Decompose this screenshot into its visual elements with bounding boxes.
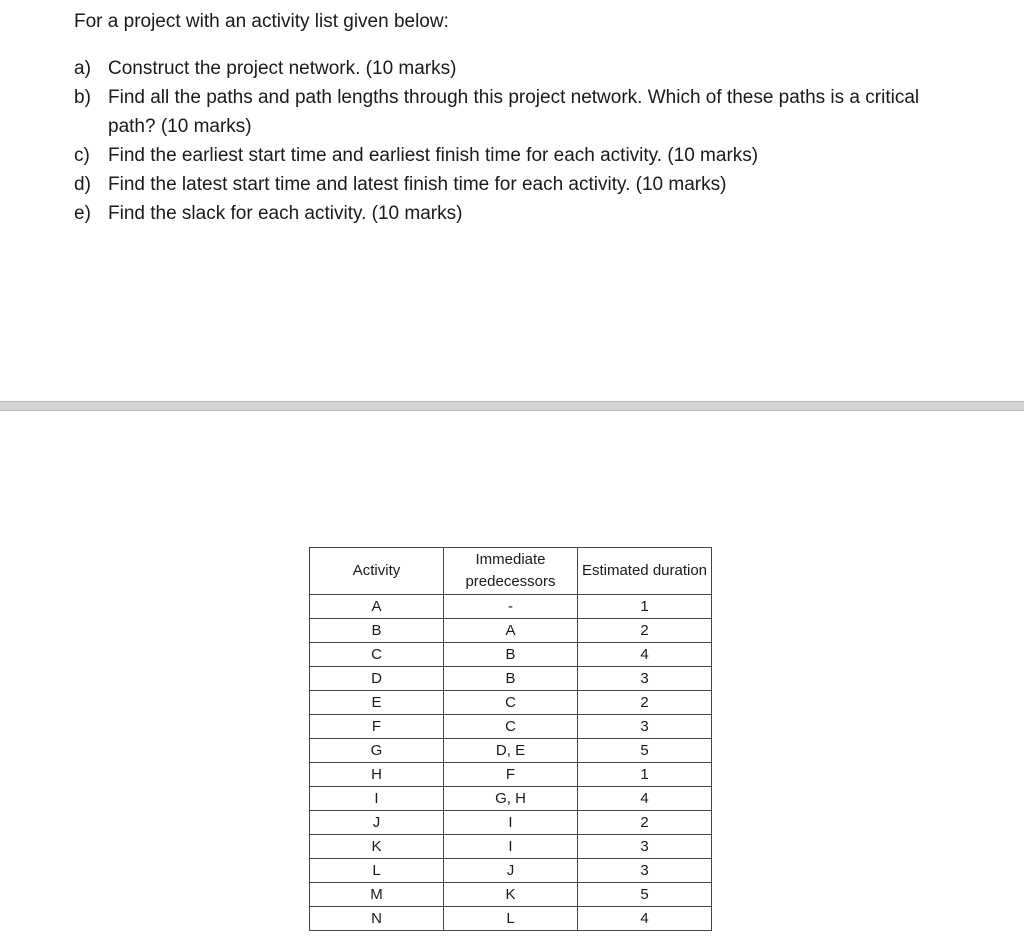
header-duration: Estimated duration	[578, 548, 712, 595]
cell-predecessors: I	[444, 835, 578, 859]
table-row	[310, 691, 712, 715]
question-list	[74, 54, 954, 228]
cell-predecessors: G, H	[444, 787, 578, 811]
cell-predecessors: C	[444, 715, 578, 739]
cell-duration: 3	[578, 859, 712, 883]
table-row	[310, 907, 712, 931]
question-letter: d)	[74, 174, 91, 195]
cell-predecessors: L	[444, 907, 578, 931]
question-text: Find the latest start time and latest finish time for each activity. (10 marks)	[108, 174, 727, 195]
table-header-row	[310, 548, 712, 595]
cell-predecessors: F	[444, 763, 578, 787]
cell-duration: 4	[578, 787, 712, 811]
cell-activity: L	[310, 859, 444, 883]
cell-predecessors: B	[444, 643, 578, 667]
table-body	[310, 595, 712, 931]
cell-duration: 2	[578, 691, 712, 715]
table-row	[310, 595, 712, 619]
cell-predecessors: K	[444, 883, 578, 907]
table-row	[310, 787, 712, 811]
cell-duration: 5	[578, 883, 712, 907]
cell-activity: J	[310, 811, 444, 835]
cell-activity: G	[310, 739, 444, 763]
question-item	[74, 170, 954, 199]
cell-duration: 4	[578, 907, 712, 931]
cell-activity: I	[310, 787, 444, 811]
question-item	[74, 83, 954, 141]
header-activity: Activity	[310, 548, 444, 595]
question-text: Find the slack for each activity. (10 marks)	[108, 203, 463, 224]
cell-duration: 3	[578, 715, 712, 739]
cell-activity: M	[310, 883, 444, 907]
cell-activity: K	[310, 835, 444, 859]
question-text: Find all the paths and path lengths through this project network. Which of these paths is a critical path? (10 marks)	[108, 87, 920, 137]
intro-text: For a project with an activity list given below:	[74, 11, 449, 32]
question-item	[74, 54, 954, 83]
cell-activity: A	[310, 595, 444, 619]
header-predecessors: Immediate predecessors	[444, 548, 578, 595]
question-text: Find the earliest start time and earliest finish time for each activity. (10 marks)	[108, 145, 759, 166]
activity-table	[309, 547, 712, 931]
question-letter: e)	[74, 203, 91, 224]
cell-activity: E	[310, 691, 444, 715]
cell-predecessors: C	[444, 691, 578, 715]
cell-activity: N	[310, 907, 444, 931]
cell-predecessors: I	[444, 811, 578, 835]
table-row	[310, 763, 712, 787]
table-row	[310, 619, 712, 643]
question-letter: a)	[74, 58, 91, 79]
table-row	[310, 715, 712, 739]
cell-duration: 2	[578, 619, 712, 643]
question-item	[74, 199, 954, 228]
cell-predecessors: J	[444, 859, 578, 883]
cell-predecessors: D, E	[444, 739, 578, 763]
question-letter: c)	[74, 145, 90, 166]
cell-duration: 5	[578, 739, 712, 763]
cell-duration: 3	[578, 835, 712, 859]
table-row	[310, 859, 712, 883]
cell-duration: 1	[578, 763, 712, 787]
table-row	[310, 883, 712, 907]
table-row	[310, 811, 712, 835]
cell-duration: 2	[578, 811, 712, 835]
cell-activity: B	[310, 619, 444, 643]
cell-activity: D	[310, 667, 444, 691]
page-divider	[0, 401, 1024, 411]
question-text: Construct the project network. (10 marks)	[108, 58, 457, 79]
table-row	[310, 835, 712, 859]
cell-predecessors: -	[444, 595, 578, 619]
table-row	[310, 643, 712, 667]
cell-predecessors: B	[444, 667, 578, 691]
cell-duration: 3	[578, 667, 712, 691]
table-row	[310, 739, 712, 763]
question-item	[74, 141, 954, 170]
cell-duration: 1	[578, 595, 712, 619]
table-row	[310, 667, 712, 691]
cell-activity: H	[310, 763, 444, 787]
cell-predecessors: A	[444, 619, 578, 643]
cell-duration: 4	[578, 643, 712, 667]
question-letter: b)	[74, 87, 91, 108]
cell-activity: C	[310, 643, 444, 667]
cell-activity: F	[310, 715, 444, 739]
